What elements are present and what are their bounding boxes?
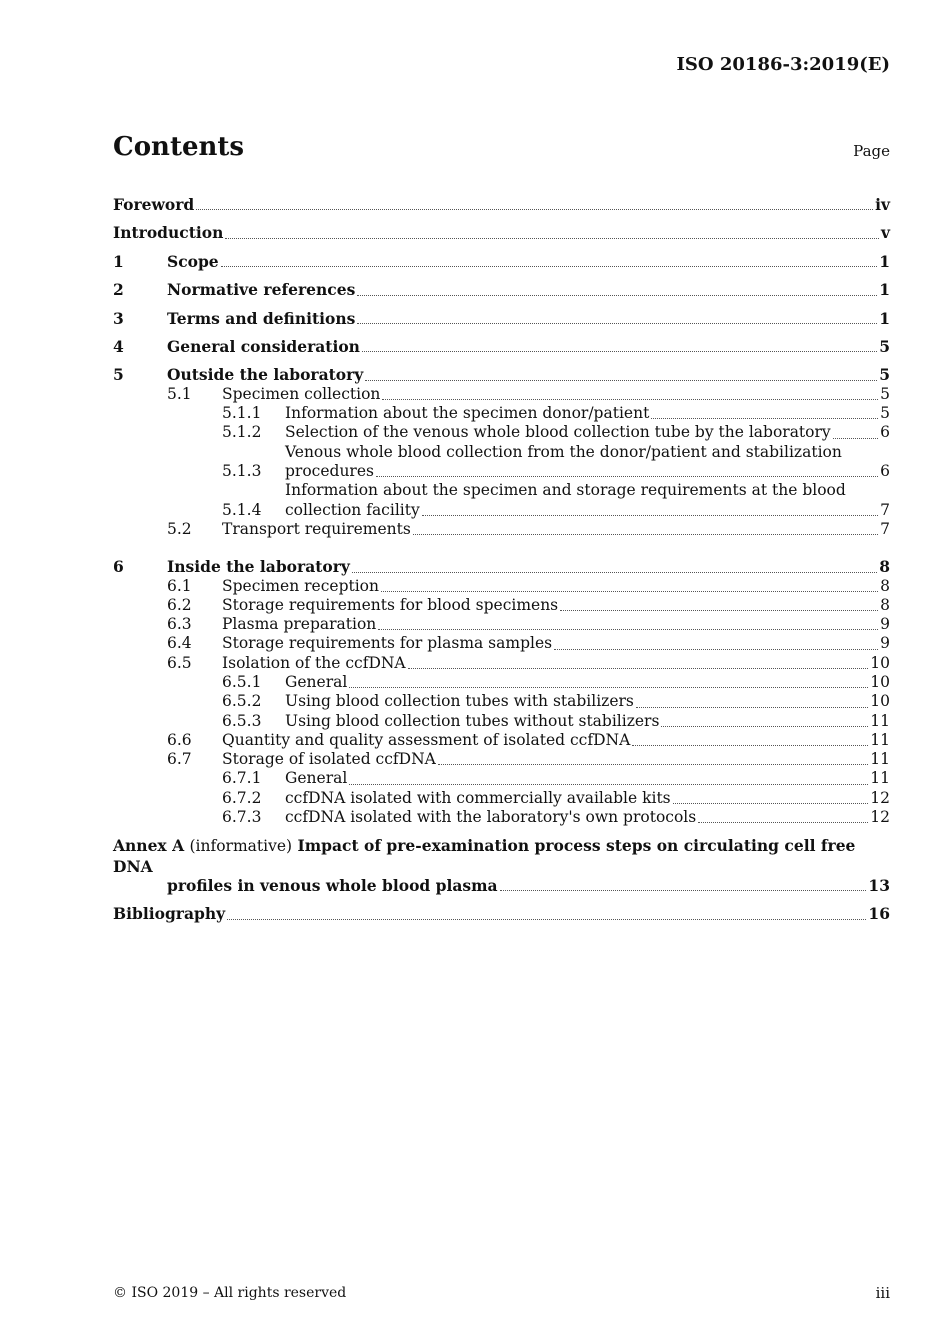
toc-entry-page: 5 [880, 404, 890, 423]
dot-leader [376, 476, 878, 477]
toc-entry-number: 5.1.1 [222, 404, 262, 423]
toc-entry-title: ccfDNA isolated with commercially available kits [285, 788, 671, 807]
dot-leader [833, 438, 878, 439]
toc-entry-title: Scope [167, 251, 219, 271]
dot-leader [357, 323, 877, 324]
toc-entry-page: 8 [880, 595, 890, 614]
toc-entry-title: Storage requirements for plasma samples [222, 634, 553, 653]
dot-leader [227, 919, 866, 920]
toc-entry-number: 5 [113, 365, 124, 385]
toc-entry[interactable] [113, 692, 890, 711]
toc-entry-title: Plasma preparation [222, 615, 377, 634]
toc-entry-number: 6.4 [167, 634, 192, 653]
dot-leader [349, 687, 868, 688]
toc-entry[interactable] [113, 214, 890, 242]
toc-entry[interactable] [113, 596, 890, 615]
toc-entry[interactable] [113, 615, 890, 634]
toc-entry-page: 1 [879, 280, 890, 300]
dot-leader [661, 726, 868, 727]
toc-entry-number: 6.5.3 [222, 711, 262, 730]
toc-entry-page: 8 [879, 557, 890, 577]
toc-entry-number: 6.7.3 [222, 808, 262, 827]
toc-entry-page: iv [875, 195, 890, 215]
toc-entry-title: General [285, 672, 348, 691]
toc-entry[interactable] [113, 577, 890, 596]
toc-entry-page: 13 [868, 875, 890, 895]
annex-title: Impact of pre-examination process steps on circulating cell free DNA [113, 836, 856, 876]
toc-entry[interactable] [113, 634, 890, 653]
toc-entry[interactable] [113, 481, 890, 520]
toc-entry-number: 6.5.2 [222, 692, 262, 711]
dot-leader [349, 784, 868, 785]
page-title: Contents [113, 132, 245, 162]
toc-entry-page: 6 [880, 423, 890, 442]
toc-entry-page: 1 [879, 308, 890, 328]
dot-leader [632, 745, 868, 746]
toc-entry-title: Normative references [167, 280, 356, 300]
toc-entry[interactable] [113, 356, 890, 384]
toc-entry-page: 10 [870, 692, 890, 711]
dot-leader [422, 515, 878, 516]
dot-leader [378, 629, 878, 630]
toc-entry-title: Foreword [113, 195, 195, 215]
toc-entry-title: Information about the specimen and storage requirements at the blood [285, 481, 846, 500]
toc-entry-page: 16 [868, 904, 890, 924]
copyright-notice: © ISO 2019 – All rights reserved [113, 1285, 347, 1301]
toc-entry-page: 12 [870, 788, 890, 807]
toc-entry[interactable] [113, 548, 890, 576]
toc-entry-number: 6.5.1 [222, 672, 262, 691]
toc-entry-title: Using blood collection tubes without stabilizers [285, 711, 660, 730]
annex-type: (informative) [189, 837, 293, 856]
toc-entry-title: Terms and definitions [167, 308, 356, 328]
toc-entry-title: Specimen reception [222, 576, 379, 595]
dot-leader [560, 610, 878, 611]
toc-entry-number: 5.2 [167, 519, 192, 538]
toc-entry[interactable] [113, 520, 890, 539]
toc-entry-title: ccfDNA isolated with the laboratory's own protocols [285, 808, 697, 827]
toc-entry-number: 5.1.2 [222, 423, 262, 442]
toc-entry-number: 1 [113, 251, 124, 271]
toc-entry-title: Quantity and quality assessment of isolated ccfDNA [222, 730, 631, 749]
dot-leader [196, 209, 873, 210]
toc-entry-page: v [880, 223, 890, 243]
toc-entry-page: 11 [870, 769, 890, 788]
toc-entry-number: 5.1.3 [222, 461, 262, 480]
toc-entry[interactable] [113, 271, 890, 299]
toc-entry-page: 10 [870, 653, 890, 672]
page-column-label: Page [853, 142, 890, 160]
dot-leader [408, 668, 869, 669]
toc-entry[interactable] [113, 789, 890, 808]
toc-entry-title: Inside the laboratory [167, 557, 350, 577]
toc-entry-title: Isolation of the ccfDNA [222, 653, 406, 672]
dot-leader [554, 649, 878, 650]
toc-entry-title: Information about the specimen donor/patient [285, 404, 650, 423]
dot-leader [365, 380, 877, 381]
toc-entry[interactable] [113, 769, 890, 788]
annex-title-continued: profiles in venous whole blood plasma [167, 875, 498, 895]
toc-entry-number: 5.1.4 [222, 500, 262, 519]
dot-leader [225, 238, 879, 239]
toc-entry-number: 3 [113, 308, 124, 328]
toc-entry-title: Outside the laboratory [167, 365, 364, 385]
toc-entry-number: 6.1 [167, 576, 192, 595]
table-of-contents [113, 186, 890, 924]
toc-entry-number: 6.2 [167, 595, 192, 614]
toc-entry-page: 12 [870, 808, 890, 827]
dot-leader [221, 266, 878, 267]
toc-entry-page: 1 [879, 251, 890, 271]
toc-entry-page: 7 [880, 500, 890, 519]
toc-entry-annex[interactable] [113, 836, 890, 895]
toc-entry-title: General [285, 769, 348, 788]
toc-entry-bibliography[interactable] [113, 895, 890, 923]
toc-entry[interactable] [113, 328, 890, 356]
dot-leader [352, 572, 877, 573]
dot-leader [381, 591, 878, 592]
toc-entry-page: 5 [879, 365, 890, 385]
toc-entry-page: 5 [879, 337, 890, 357]
toc-entry-page: 11 [870, 730, 890, 749]
toc-entry[interactable] [113, 385, 890, 404]
toc-entry-page: 10 [870, 672, 890, 691]
toc-entry-number: 5.1 [167, 384, 192, 403]
toc-entry-page: 9 [880, 634, 890, 653]
toc-entry-title-continued: collection facility [285, 500, 420, 519]
toc-entry-number: 6.7.2 [222, 788, 262, 807]
toc-entry[interactable] [113, 673, 890, 692]
toc-entry-title: General consideration [167, 337, 360, 357]
document-id: ISO 20186-3:2019(E) [676, 54, 890, 75]
toc-entry[interactable] [113, 712, 890, 731]
toc-entry-number: 6 [113, 557, 124, 577]
toc-entry[interactable] [113, 423, 890, 442]
dot-leader [362, 351, 877, 352]
toc-entry-title: Selection of the venous whole blood collection tube by the laboratory [285, 423, 831, 442]
toc-entry[interactable] [113, 443, 890, 482]
dot-leader [698, 822, 868, 823]
toc-entry[interactable] [113, 300, 890, 328]
toc-entry-page: 11 [870, 750, 890, 769]
toc-entry[interactable] [113, 186, 890, 214]
toc-entry-number: 6.5 [167, 653, 192, 672]
toc-entry-number: 6.7.1 [222, 769, 262, 788]
dot-leader [438, 764, 868, 765]
toc-entry[interactable] [113, 750, 890, 769]
toc-entry-page: 6 [880, 461, 890, 480]
toc-entry-page: 7 [880, 519, 890, 538]
toc-entry[interactable] [113, 243, 890, 271]
toc-entry-page: 8 [880, 576, 890, 595]
toc-entry-page: 11 [870, 711, 890, 730]
toc-entry-title: Storage of isolated ccfDNA [222, 750, 436, 769]
toc-entry-title: Venous whole blood collection from the donor/patient and stabilization [285, 442, 842, 461]
toc-entry-number: 6.6 [167, 730, 192, 749]
toc-entry[interactable] [113, 404, 890, 423]
toc-entry-title: Specimen collection [222, 384, 381, 403]
toc-entry-number: 4 [113, 337, 124, 357]
toc-entry[interactable] [113, 808, 890, 827]
dot-leader [500, 890, 867, 891]
toc-entry-number: 6.3 [167, 615, 192, 634]
toc-entry[interactable] [113, 731, 890, 750]
toc-entry-title-continued: procedures [285, 461, 374, 480]
page-number: iii [875, 1284, 890, 1302]
toc-entry-title: Storage requirements for blood specimens [222, 595, 559, 614]
toc-entry-title: Transport requirements [222, 519, 411, 538]
annex-label: Annex A [113, 836, 185, 856]
dot-leader [651, 418, 878, 419]
toc-entry-title: Introduction [113, 223, 224, 243]
dot-leader [413, 534, 878, 535]
toc-entry-number: 6.7 [167, 750, 192, 769]
toc-entry-title: Using blood collection tubes with stabilizers [285, 692, 634, 711]
toc-entry-number: 2 [113, 280, 124, 300]
toc-entry-page: 5 [880, 384, 890, 403]
dot-leader [357, 295, 877, 296]
dot-leader [636, 707, 868, 708]
toc-entry-page: 9 [880, 615, 890, 634]
toc-entry-title: Bibliography [113, 904, 226, 924]
toc-entry[interactable] [113, 654, 890, 673]
dot-leader [673, 803, 869, 804]
dot-leader [382, 399, 878, 400]
